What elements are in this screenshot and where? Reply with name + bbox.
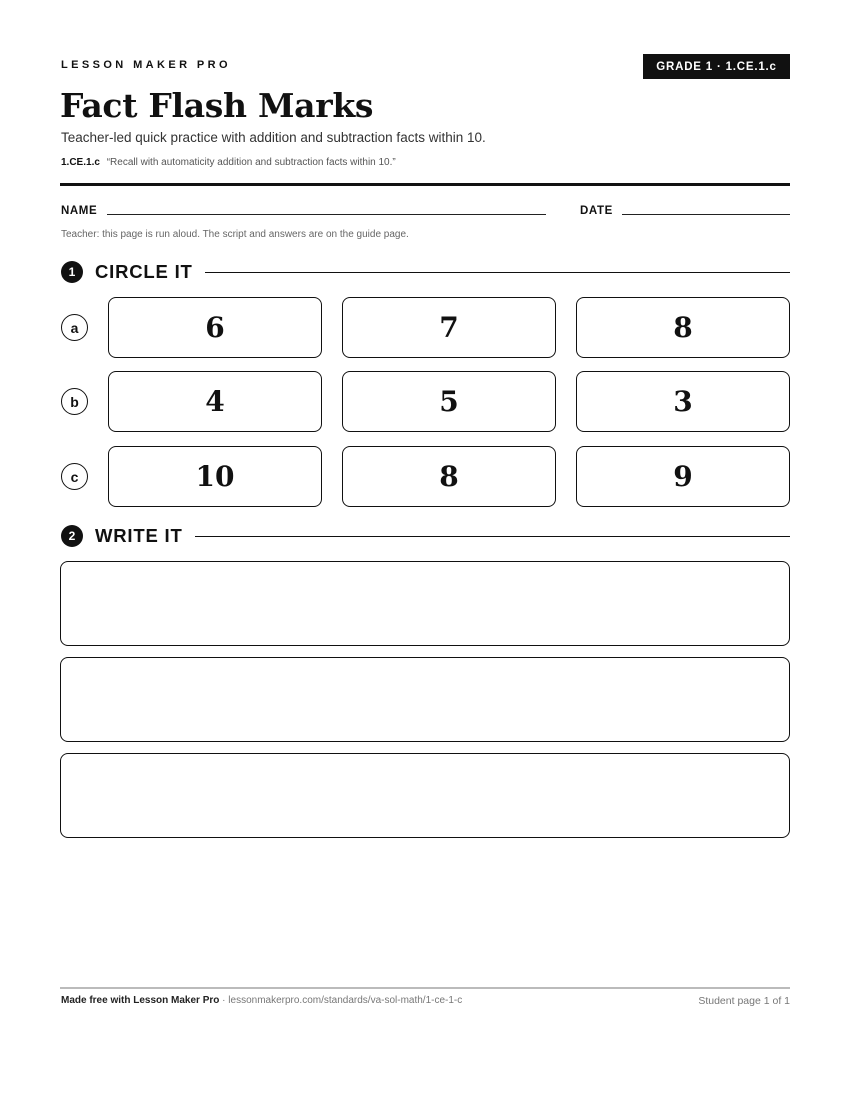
grade-badge: GRADE 1 · 1.CE.1.c [643, 54, 790, 79]
footer-url[interactable]: lessonmakerpro.com/standards/va-sol-math/1-ce-1-c [228, 995, 463, 1006]
choice-box[interactable]: 3 [576, 371, 790, 432]
section-write-it-header [61, 525, 790, 547]
section-number: 2 [61, 525, 83, 547]
section-rule [195, 536, 790, 537]
page-title: Fact Flash Marks [60, 86, 374, 125]
choice-box[interactable]: 8 [342, 446, 556, 507]
choice-box[interactable]: 10 [108, 446, 322, 507]
teacher-note: Teacher: this page is run aloud. The script and answers are on the guide page. [61, 229, 409, 240]
date-label: DATE [580, 205, 613, 217]
name-label: NAME [61, 205, 98, 217]
write-answer-box[interactable] [60, 657, 790, 742]
standard-code: 1.CE.1.c [61, 157, 100, 168]
section-title: WRITE IT [95, 525, 183, 546]
write-answer-box[interactable] [60, 561, 790, 646]
choice-box[interactable]: 6 [108, 297, 322, 358]
standard-line [61, 157, 396, 168]
date-field[interactable] [622, 214, 790, 215]
standard-text: “Recall with automaticity addition and subtraction facts within 10.” [106, 157, 396, 168]
footer-credit [61, 995, 462, 1006]
name-field[interactable] [107, 214, 546, 215]
footer-separator: · [222, 995, 229, 1006]
footer-made-with: Made free with Lesson Maker Pro [61, 995, 220, 1006]
choice-box[interactable]: 8 [576, 297, 790, 358]
row-letter-c: c [61, 463, 88, 490]
row-letter-a: a [61, 314, 88, 341]
footer-divider [60, 987, 790, 989]
section-rule [205, 272, 790, 273]
choice-box[interactable]: 4 [108, 371, 322, 432]
header-divider [60, 183, 790, 186]
row-letter-b: b [61, 388, 88, 415]
section-number: 1 [61, 261, 83, 283]
choice-box[interactable]: 7 [342, 297, 556, 358]
choice-box[interactable]: 5 [342, 371, 556, 432]
choice-box[interactable]: 9 [576, 446, 790, 507]
section-circle-it-header [61, 261, 790, 283]
footer-page-number: Student page 1 of 1 [698, 995, 790, 1007]
write-answer-box[interactable] [60, 753, 790, 838]
page-subtitle: Teacher-led quick practice with addition and subtraction facts within 10. [61, 130, 486, 145]
section-title: CIRCLE IT [95, 261, 193, 282]
brand-name: LESSON MAKER PRO [61, 59, 231, 71]
